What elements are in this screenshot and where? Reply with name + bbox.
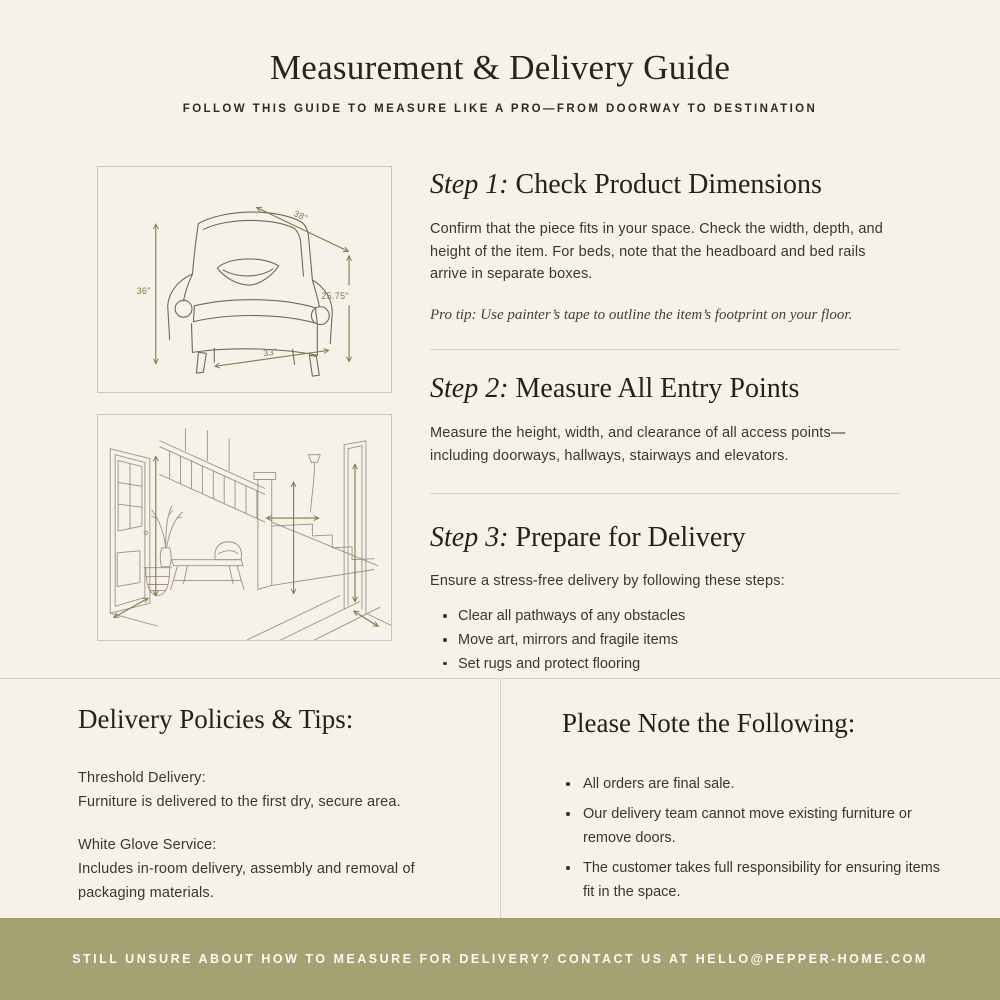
armchair-illustration-frame <box>97 166 392 393</box>
hallway-illustration-frame <box>97 414 392 641</box>
chair-width-label: 33" <box>262 346 279 359</box>
footer-contact-text: STILL UNSURE ABOUT HOW TO MEASURE FOR DELIVERY? CONTACT US AT HELLO@PEPPER-HOME.COM <box>72 952 928 966</box>
policy-text: Includes in-room delivery, assembly and removal of packaging materials. <box>78 860 415 901</box>
policy-item-threshold <box>78 767 448 815</box>
hallway-sketch <box>110 429 391 640</box>
step2-title: Measure All Entry Points <box>515 373 800 405</box>
step2-heading <box>430 372 896 406</box>
armchair-illustration <box>98 167 391 392</box>
step1-heading <box>430 168 896 202</box>
step3-label: Step 3: <box>430 521 509 553</box>
step3-title: Prepare for Delivery <box>515 521 746 553</box>
step-divider-1 <box>430 349 900 350</box>
step2-body: Measure the height, width, and clearance of all access points—including doorways, hallways, stairways and elevators. <box>430 424 846 464</box>
step1-title: Check Product Dimensions <box>515 169 822 200</box>
step3-bullet-list <box>442 607 896 674</box>
footer-banner <box>0 918 1000 1000</box>
notes-title: Please Note the Following: <box>562 708 856 738</box>
bottom-column-divider <box>500 679 501 918</box>
policy-label: Threshold Delivery: <box>78 770 206 786</box>
notes-column <box>562 708 952 911</box>
hallway-illustration <box>98 415 391 640</box>
steps-column <box>430 168 896 679</box>
policies-title: Delivery Policies & Tips: <box>78 704 354 734</box>
policy-item-white-glove <box>78 834 448 906</box>
step3-body: Ensure a stress-free delivery by following these steps: <box>430 573 785 590</box>
notes-bullet-list <box>564 773 952 904</box>
step2-label: Step 2: <box>430 373 509 405</box>
header <box>0 48 1000 115</box>
note-bullet: The customer takes full responsibility for ensuring items fit in the space. <box>564 857 952 904</box>
hallway-dimensions <box>114 457 378 626</box>
chair-seat-height-label: 25.75" <box>321 290 350 301</box>
step1-label: Step 1: <box>430 169 509 200</box>
policy-label: White Glove Service: <box>78 836 217 853</box>
note-bullet: Our delivery team cannot move existing furniture or remove doors. <box>564 803 952 850</box>
page-title: Measurement & Delivery Guide <box>269 48 731 87</box>
chair-height-label: 36" <box>136 285 151 296</box>
step1-body: Confirm that the piece fits in your space. Check the width, depth, and height of the item. For beds, note that the headboard and bed rails arrive in separate boxes. <box>430 220 883 283</box>
page-subtitle: FOLLOW THIS GUIDE TO MEASURE LIKE A PRO—FROM DOORWAY TO DESTINATION <box>182 103 818 115</box>
step3-bullet: Clear all pathways of any obstacles <box>442 607 896 626</box>
step1-pro-tip: Pro tip: Use painter’s tape to outline the item’s footprint on your floor. <box>430 307 853 324</box>
chair-depth-label: 38" <box>292 208 310 224</box>
policy-text: Furniture is delivered to the first dry, secure area. <box>78 793 401 810</box>
armchair-sketch <box>168 212 333 376</box>
policies-column <box>78 704 448 906</box>
step3-bullet: Move art, mirrors and fragile items <box>442 631 896 650</box>
note-bullet: All orders are final sale. <box>564 773 952 796</box>
step-divider-2 <box>430 493 900 494</box>
step3-bullet: Set rugs and protect flooring <box>442 655 896 674</box>
step3-heading <box>430 521 896 555</box>
